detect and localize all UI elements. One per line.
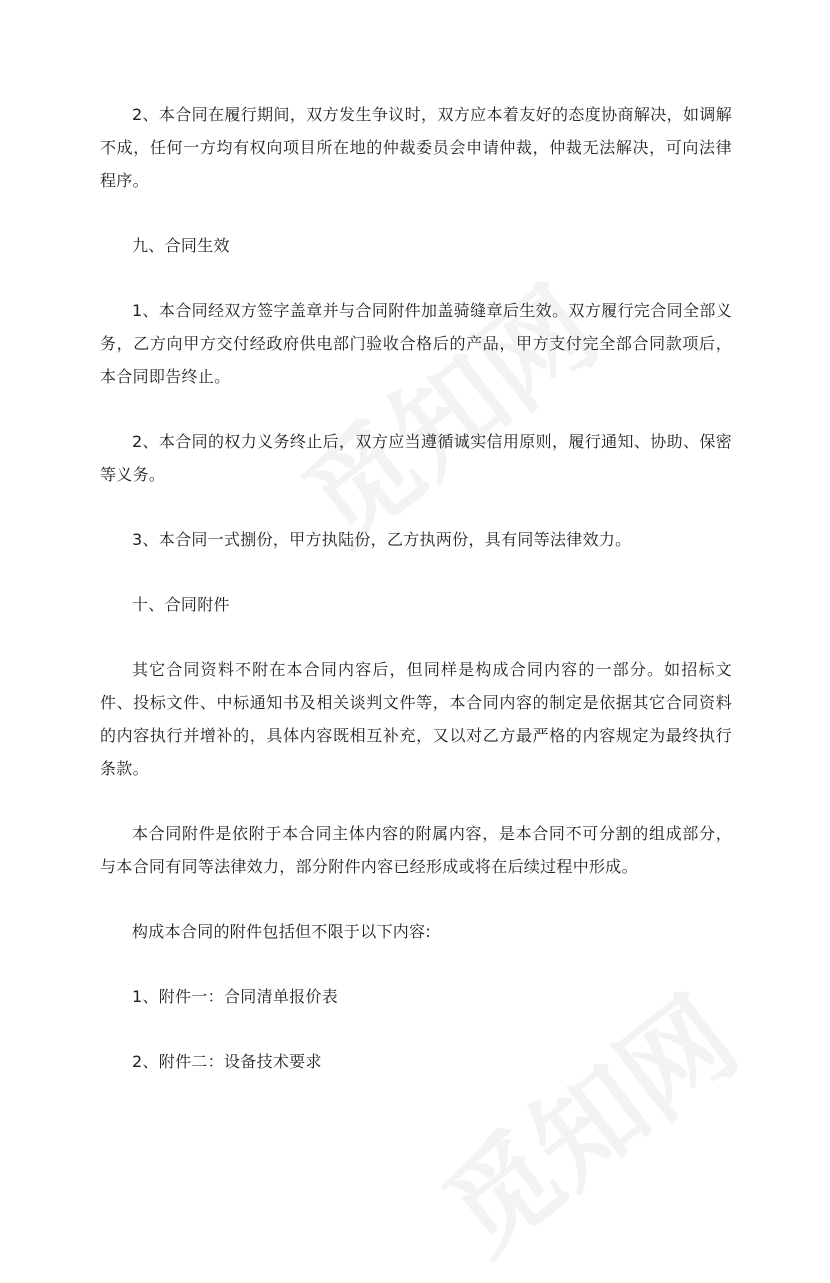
paragraph-dispute-resolution: 2、本合同在履行期间，双方发生争议时，双方应本着友好的态度协商解决，如调解不成，任何一方均有权向项目所在地的仲裁委员会申请仲裁，仲裁无法解决，可向法律程序。 [100,105,732,190]
paragraph-other-materials: 其它合同资料不附在本合同内容后，但同样是构成合同内容的一部分。如招标文件、投标文件、中标通知书及相关谈判文件等，本合同内容的制定是依据其它合同资料的内容执行并增补的，具体内容既相互补充，又以对乙方最严格的内容规定为最终执行条款。 [100,660,732,778]
paragraph-post-termination-duties: 2、本合同的权力义务终止后，双方应当遵循诚实信用原则，履行通知、协助、保密等义务。 [100,432,732,484]
document-body [100,98,732,1110]
list-item-attachment-1: 1、附件一：合同清单报价表 [132,987,339,1006]
paragraph-effective-condition: 1、本合同经双方签字盖章并与合同附件加盖骑缝章后生效。双方履行完合同全部义务，乙方向甲方交付经政府供电部门验收合格后的产品，甲方支付完全部合同款项后，本合同即告终止。 [100,301,732,386]
section-heading-attachments: 十、合同附件 [132,595,230,614]
list-item-attachment-2: 2、附件二：设备技术要求 [132,1052,322,1071]
paragraph-attachment-validity: 本合同附件是依附于本合同主体内容的附属内容，是本合同不可分割的组成部分，与本合同有同等法律效力，部分附件内容已经形成或将在后续过程中形成。 [100,824,732,876]
paragraph-copies: 3、本合同一式捌份，甲方执陆份，乙方执两份，具有同等法律效力。 [132,530,632,549]
section-heading-effectiveness: 九、合同生效 [132,236,230,255]
paragraph-attachment-list-intro: 构成本合同的附件包括但不限于以下内容: [132,922,432,941]
